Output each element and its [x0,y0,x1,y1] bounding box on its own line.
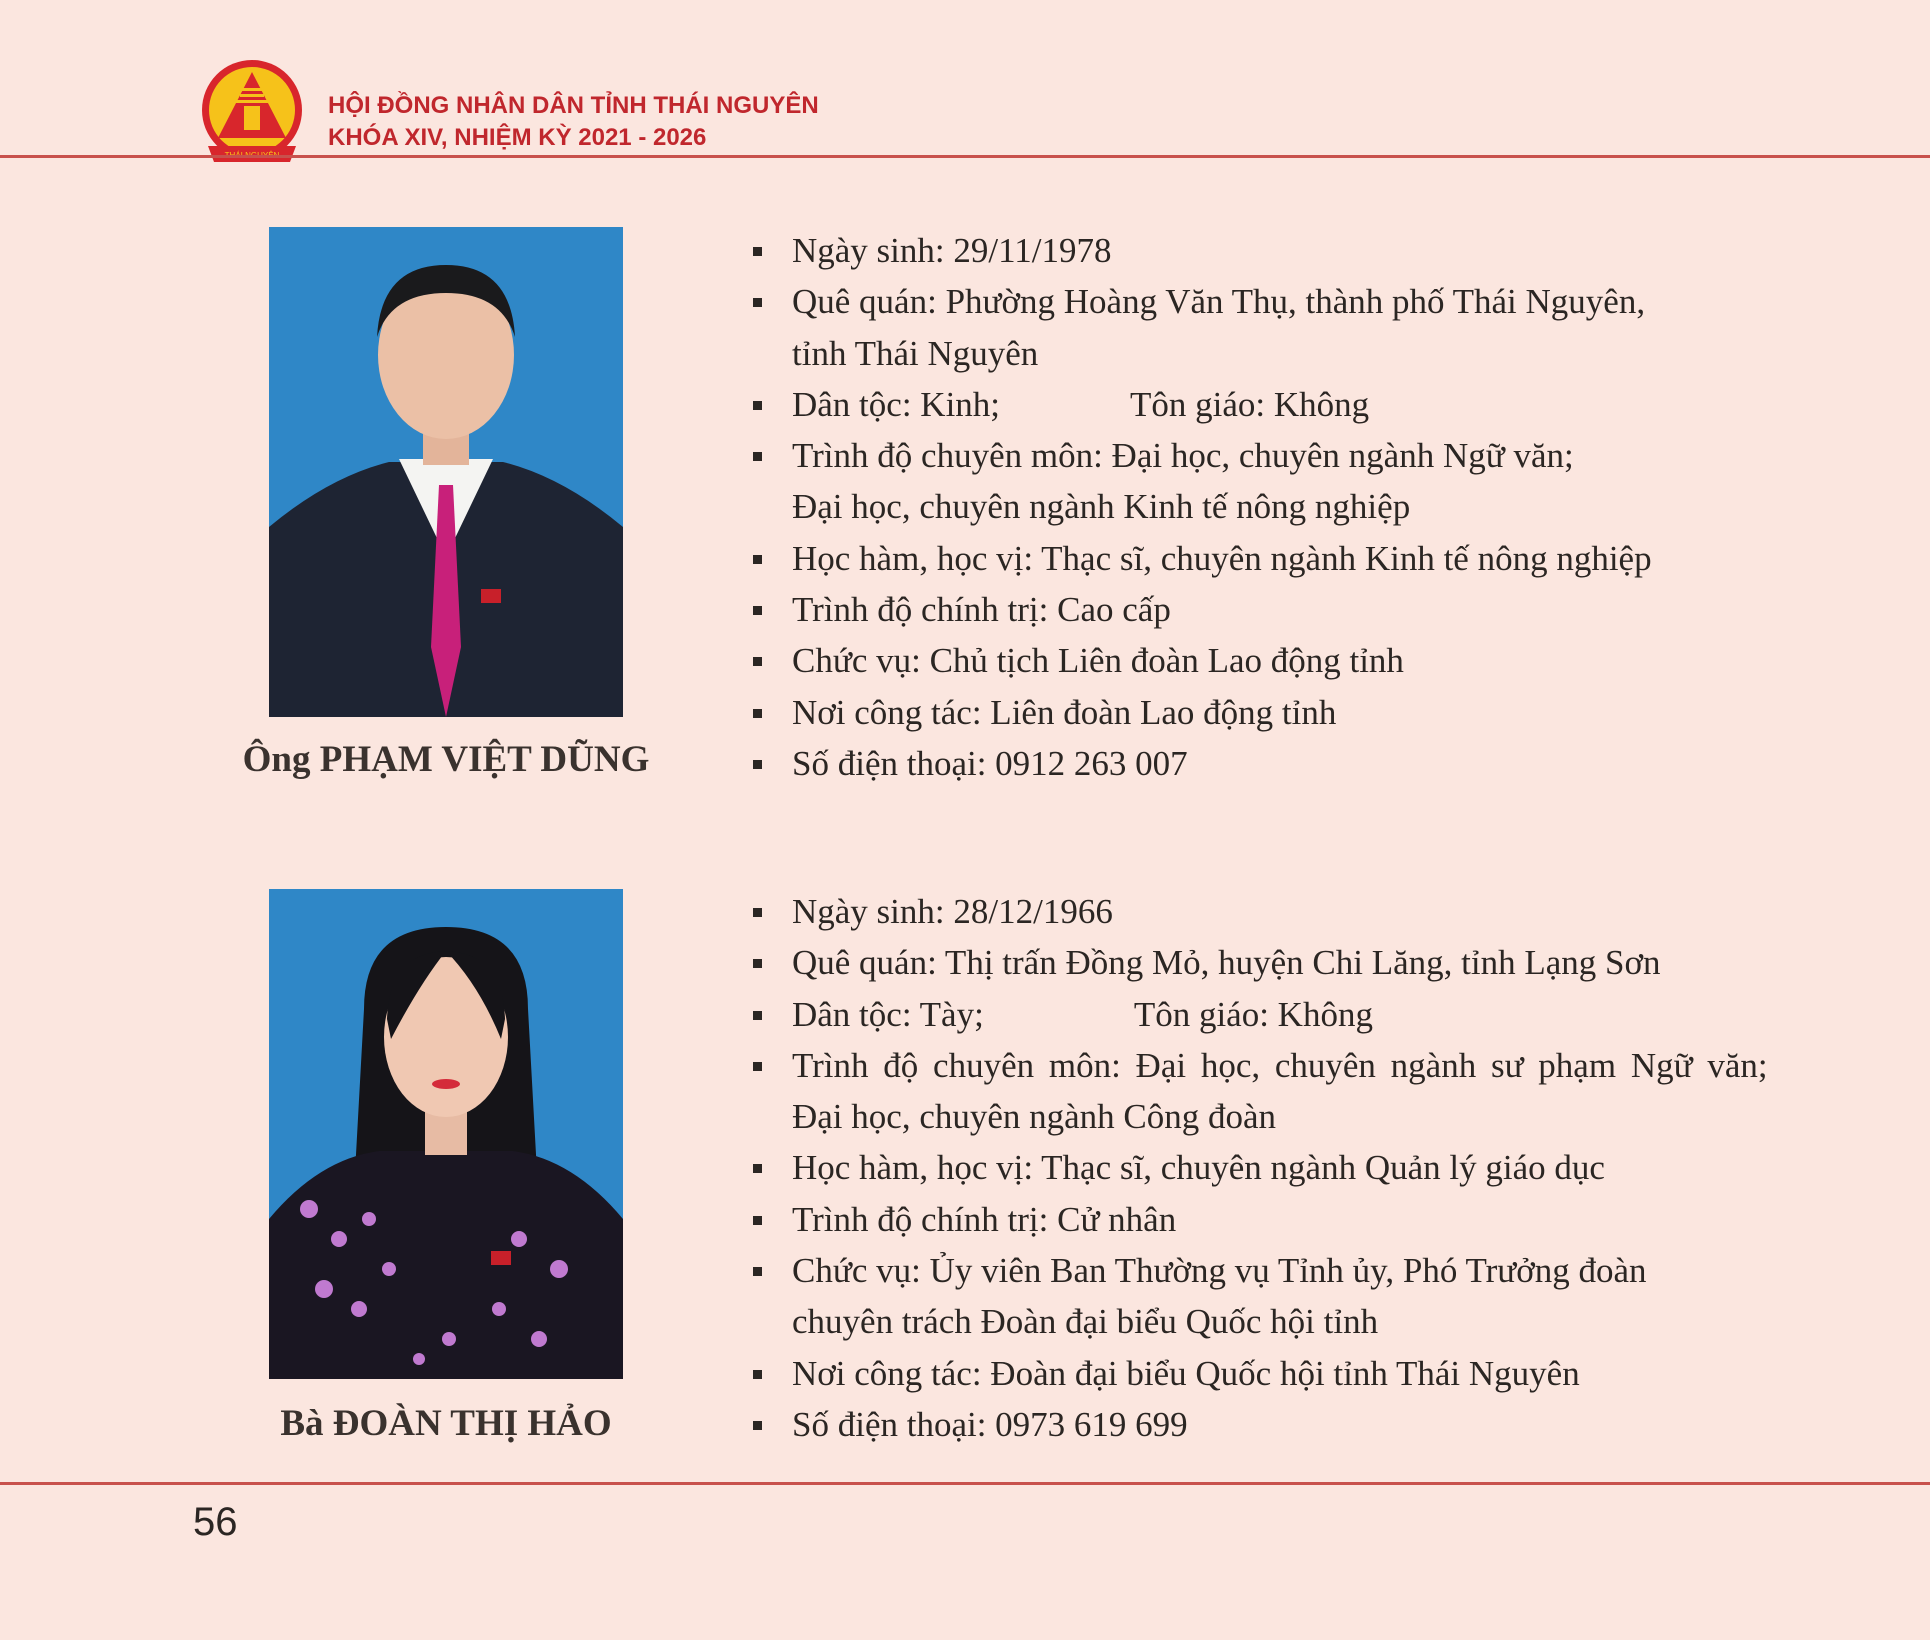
person2-degree: Học hàm, học vị: Thạc sĩ, chuyên ngành Quản lý giáo dục [792,1148,1605,1188]
person1-dob: Ngày sinh: 29/11/1978 [792,231,1112,270]
person2-education-cont: Đại học, chuyên ngành Công đoàn [792,1097,1277,1137]
list-item [745,989,1895,1040]
person2-info-list [745,886,1895,1450]
person1-education-cont: Đại học, chuyên ngành Kinh tế nông nghiệp [792,487,1411,527]
header-title-line2: KHÓA XIV, NHIỆM KỲ 2021 - 2026 [328,124,707,151]
person1-ethnicity: Dân tộc: Kinh; [792,384,1001,424]
person2-phone: Số điện thoại: 0973 619 699 [792,1404,1188,1444]
person1-phone: Số điện thoại: 0912 263 007 [792,743,1188,783]
person1-politics: Trình độ chính trị: Cao cấp [792,590,1171,630]
council-emblem-logo [200,58,304,178]
list-item [745,687,1895,738]
person2-position: Chức vụ: Ủy viên Ban Thường vụ Tỉnh ủy, Phó Trưởng đoàn [792,1251,1647,1291]
list-item [745,635,1895,686]
person2-name: Bà ĐOÀN THỊ HẢO [280,1403,612,1444]
person1-hometown: Quê quán: Phường Hoàng Văn Thụ, thành phố Thái Nguyên, [792,282,1646,322]
list-item [745,225,1895,276]
page-number: 56 [193,1500,238,1544]
person2-religion: Tôn giáo: Không [1133,994,1373,1034]
person2-politics: Trình độ chính trị: Cử nhân [792,1199,1177,1239]
header-divider [0,155,1930,158]
person2-dob: Ngày sinh: 28/12/1966 [792,892,1113,931]
person2-ethnicity: Dân tộc: Tày; [792,994,984,1034]
list-item [745,379,1895,430]
person1-workplace: Nơi công tác: Liên đoàn Lao động tỉnh [792,692,1337,732]
person1-education: Trình độ chuyên môn: Đại học, chuyên ngành Ngữ văn; [792,436,1574,476]
person1-position: Chức vụ: Chủ tịch Liên đoàn Lao động tỉnh [792,641,1404,681]
person2-hometown: Quê quán: Thị trấn Đồng Mỏ, huyện Chi Lăng, tỉnh Lạng Sơn [792,943,1661,983]
list-item [745,1399,1895,1450]
person2-education: Trình độ chuyên môn: Đại học, chuyên ngành sư phạm Ngữ văn; [792,1045,1768,1085]
list-item [745,738,1895,789]
list-item [745,1245,1895,1348]
person1-name: Ông PHẠM VIỆT DŨNG [242,739,650,780]
person2-photo [269,889,623,1379]
person2-position-cont: chuyên trách Đoàn đại biểu Quốc hội tỉnh [792,1302,1379,1342]
list-item [745,430,1895,533]
header-title-line1: HỘI ĐỒNG NHÂN DÂN TỈNH THÁI NGUYÊN [328,92,819,119]
list-item [745,584,1895,635]
list-item [745,1348,1895,1399]
person1-hometown-cont: tỉnh Thái Nguyên [792,333,1039,373]
person1-degree: Học hàm, học vị: Thạc sĩ, chuyên ngành Kinh tế nông nghiệp [792,538,1652,578]
page-header [0,0,1930,180]
list-item [745,1040,1895,1143]
list-item [745,937,1895,988]
header-title [328,90,819,154]
person1-photo [269,227,623,717]
person2-workplace: Nơi công tác: Đoàn đại biểu Quốc hội tỉnh Thái Nguyên [792,1353,1580,1393]
list-item [745,533,1895,584]
list-item [745,886,1895,937]
list-item [745,1194,1895,1245]
list-item [745,1142,1895,1193]
person1-religion: Tôn giáo: Không [1130,384,1370,424]
footer-divider [0,1482,1930,1485]
list-item [745,276,1895,379]
person1-info-list [745,225,1895,789]
